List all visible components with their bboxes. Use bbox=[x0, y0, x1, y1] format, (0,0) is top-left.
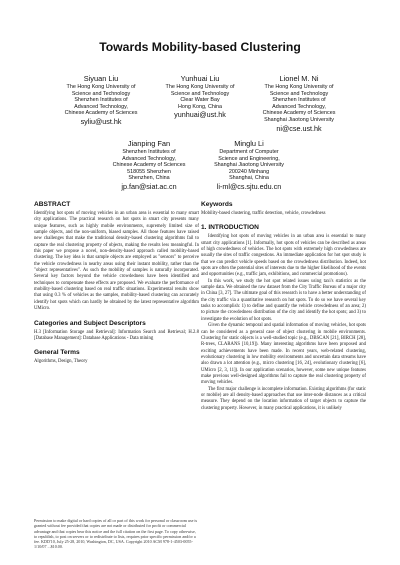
author-name: Jianping Fan bbox=[127, 139, 171, 148]
abstract-text: Identifying hot spots of moving vehicles in an urban area is essential to many smart city applications. The practical research on hot spots in smart city presents many unique features, such as highly mobile environments, supremely limited size of sample objects, and the non-uniform, biased samples. All those features have raised new challenges that make the traditional density-based clustering algorithms fail to capture the real clustering property of objects, making the results less meaningful. In this paper we propose a novel, non-density-based approach called mobility-based clustering. The key idea is that sample objects are employed as "sensors" to perceive the vehicle crowdedness in nearby areas using their instant mobility, rather than the "object representatives". As such the mobility of samples is naturally incorporated. Several key factors beyond the vehicle crowdedness have been identified and techniques to compensate these effects are proposed. We evaluate the performance of mobility-based clustering based on real traffic situations. Experimental results show that using 0.3 % of vehicles as the samples, mobility-based clustering can accurately identify hot spots which can hardly be obtained by the latest representative algorithm UMicro. bbox=[34, 211, 199, 312]
keywords-text: Mobility-based clustering, traffic detection, vehicle, crowdedness bbox=[201, 211, 326, 216]
affiliation-line: Shanghai Jiaotong University bbox=[264, 116, 334, 123]
intro-paragraph: The first major challenge is incomplete information. Existing algorithms (for static or mobile) are all density-based approaches that use inter-node distances as a critical measure. They depend on the location information of target objects to capture the clustering property. However, in many practical applications, it is unlikely bbox=[201, 386, 366, 411]
introduction-heading: 1. INTRODUCTION bbox=[201, 224, 259, 232]
intro-paragraph: Given the dynamic temporal and spatial information of moving vehicles, hot spots can be considered as a general case of object clustering in mobile environments. Clustering for static objects is a well-studied topic (e.g., DBSCAN [21], BIRCH [28], R-trees, CLARANS [10,19]). Many interesting algorithms have been proposed and exciting achievements have been made. In recent years, web-related clustering, evolutionary clustering in low mobility environments and uncertain data streams have also drawn a lot attention (e.g., micro clustering [16, 24], evolutionary clustering [6], UMicro [2, 3, 11]). In our application scenarios, however, some new unique features make previous well-designed algorithms fail to capture the real clustering property of moving vehicles. bbox=[201, 323, 366, 386]
affiliation-line: 518055 Shenzhen bbox=[127, 168, 171, 175]
affiliation-line: Shenzhen Institutes of bbox=[122, 149, 176, 155]
paper-title: Towards Mobility-based Clustering bbox=[99, 40, 301, 54]
affiliation-line: Chinese Academy of Sciences bbox=[112, 162, 186, 169]
author-name: Minglu Li bbox=[234, 139, 264, 148]
affiliation-line: Science and Engineering, bbox=[218, 155, 280, 162]
abstract-heading: ABSTRACT bbox=[34, 201, 71, 208]
copyright-footnote: Permission to make digital or hard copies of all or part of this work for personal or classroom use is granted without fee provided that copies are not made or distributed for profit or commercial advantage and that copies bear this notice and the full citation on the first page. To copy otherwise, to republish, to post on servers or to redistribute to lists, requires prior specific permission and/or a fee. KDD'10, July 25-28, 2010, Washington, DC, USA. Copyright 2010 ACM 978-1-4503-0055-1/10/07 ...$10.00. bbox=[34, 518, 198, 550]
author-name: Siyuan Liu bbox=[83, 74, 119, 83]
affiliation-line: The Hong Kong University of bbox=[66, 84, 136, 90]
affiliation-line: Advanced Technology, bbox=[272, 103, 326, 110]
author-block bbox=[189, 139, 309, 191]
intro-paragraph: Identifying hot spots of moving vehicles in an urban area is essential to many smart city applications [1]. Informally, hot spots of vehicles can be described as areas of high crowdedness of vehicles. The hot spots with extremely high crowdedness are usually the sites of traffic congestions. An immediate application for hot spot study is that we can predict vehicle speeds based on the crowdedness distribution. Indeed, hot spots are often the potential sites of interests due to the higher likelihood of the events and opportunities (e.g., traffic jam, exhibitions, and commercial promotions). bbox=[201, 234, 366, 278]
author-email[interactable]: syliu@ust.hk bbox=[80, 116, 122, 126]
affiliation-line: The Hong Kong University of bbox=[165, 84, 235, 90]
keywords-heading: Keywords bbox=[201, 201, 233, 208]
author-email[interactable]: ni@cse.ust.hk bbox=[276, 123, 322, 133]
affiliation-line: 200240 Minhang bbox=[228, 168, 270, 175]
intro-paragraph: In this work, we study the hot spot related issues using taxi's statistics as the sample data. We obtained the raw dataset from the City Traffic Bureau of a major city in China [3, 27]. The ultimate goal of this research is to have a better understanding of the city traffic via a quantitative research on hot spots. To do so we have several key tasks to accomplish: 1) to define and quantify the vehicle crowdedness of an area; 2) to picture the crowdedness distribution of the city and identify the hot spots; and 3) to investigate the evolution of hot spots. bbox=[201, 278, 366, 322]
affiliation-line: Science and Technology bbox=[71, 90, 131, 97]
affiliation-line: Hong Kong, China bbox=[177, 103, 223, 110]
author-email[interactable]: jp.fan@siat.ac.cn bbox=[121, 181, 177, 191]
left-column bbox=[34, 200, 199, 366]
right-column bbox=[201, 200, 366, 412]
affiliation-line: Department of Computer bbox=[219, 149, 279, 155]
affiliation-line: Chinese Academy of Sciences bbox=[64, 110, 138, 117]
categories-text: H.3 [Information Storage and Retrieval]: Information Search and Retrieval; H.2.8 [Database Management]: Database Applications - Data mining bbox=[34, 329, 199, 341]
affiliation-line: Chinese Academy of Sciences bbox=[262, 110, 336, 117]
affiliation-line: Shanghai, China bbox=[229, 175, 269, 182]
affiliation-line: Clear Water Bay bbox=[180, 97, 220, 104]
author-block bbox=[239, 74, 359, 133]
affiliation-line: Shenzhen, China bbox=[128, 175, 170, 182]
affiliation-line: Advanced Technology, bbox=[74, 103, 128, 110]
author-email[interactable]: li-ml@cs.sjtu.edu.cn bbox=[216, 181, 282, 191]
affiliation-line: Shenzhen Institutes of bbox=[74, 97, 128, 104]
affiliation-line: Advanced Technology, bbox=[122, 155, 176, 162]
author-email[interactable]: yunhuai@ust.hk bbox=[174, 110, 226, 120]
affiliation-line: Science and Technology bbox=[170, 90, 230, 97]
affiliation-line: The Hong Kong University of bbox=[264, 84, 334, 90]
author-name: Lionel M. Ni bbox=[279, 74, 319, 83]
general-terms-text: Algorithms, Design, Theory bbox=[34, 359, 88, 365]
categories-heading: Categories and Subject Descriptors bbox=[34, 319, 146, 327]
author-name: Yunhuai Liu bbox=[180, 74, 220, 83]
affiliation-line: Shenzhen Institutes of bbox=[272, 97, 326, 104]
affiliation-line: Shanghai Jiaotong University bbox=[214, 162, 284, 169]
affiliation-line: Science and Technology bbox=[269, 90, 329, 97]
general-terms-heading: General Terms bbox=[34, 349, 80, 357]
